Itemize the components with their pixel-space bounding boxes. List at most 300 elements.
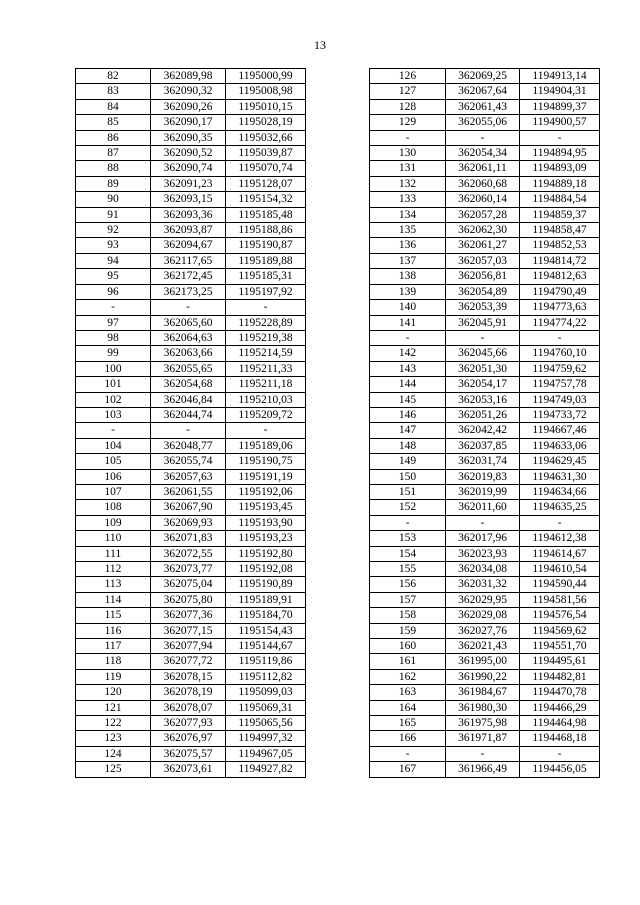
y-coordinate-cell: 1194749,03 xyxy=(520,392,600,407)
x-coordinate-cell: 362031,32 xyxy=(446,577,520,592)
x-coordinate-cell: 362062,30 xyxy=(446,223,520,238)
table-row xyxy=(370,515,600,530)
y-coordinate-cell: 1194456,05 xyxy=(520,762,600,777)
y-coordinate-cell: 1194904,31 xyxy=(520,84,600,99)
y-coordinate-cell: 1194900,57 xyxy=(520,115,600,130)
x-coordinate-cell: 362029,95 xyxy=(446,592,520,607)
table-row xyxy=(370,654,600,669)
y-coordinate-cell: 1194468,18 xyxy=(520,731,600,746)
x-coordinate-cell: 362075,04 xyxy=(151,577,226,592)
y-coordinate-cell: 1195188,86 xyxy=(226,223,306,238)
point-number-cell: 142 xyxy=(370,346,446,361)
table-row xyxy=(76,592,306,607)
y-coordinate-cell: 1195189,91 xyxy=(226,592,306,607)
x-coordinate-cell: 362051,26 xyxy=(446,407,520,422)
table-row xyxy=(76,361,306,376)
point-number-cell: - xyxy=(370,330,446,345)
y-coordinate-cell: 1195154,32 xyxy=(226,192,306,207)
x-coordinate-cell: 361995,00 xyxy=(446,654,520,669)
x-coordinate-cell: 362055,06 xyxy=(446,115,520,130)
y-coordinate-cell: 1194760,10 xyxy=(520,346,600,361)
x-coordinate-cell: 362077,15 xyxy=(151,623,226,638)
point-number-cell: 94 xyxy=(76,253,151,268)
y-coordinate-cell: 1195189,06 xyxy=(226,438,306,453)
table-row xyxy=(76,407,306,422)
table-row xyxy=(76,469,306,484)
y-coordinate-cell: 1194773,63 xyxy=(520,300,600,315)
point-number-cell: 151 xyxy=(370,484,446,499)
y-coordinate-cell: 1195197,92 xyxy=(226,284,306,299)
point-number-cell: 103 xyxy=(76,407,151,422)
table-row xyxy=(76,639,306,654)
x-coordinate-cell: 362054,17 xyxy=(446,377,520,392)
x-coordinate-cell: 362055,74 xyxy=(151,454,226,469)
table-row xyxy=(370,377,600,392)
point-number-cell: 148 xyxy=(370,438,446,453)
table-row xyxy=(370,469,600,484)
y-coordinate-cell: 1194470,78 xyxy=(520,685,600,700)
point-number-cell: 91 xyxy=(76,207,151,222)
x-coordinate-cell: 362037,85 xyxy=(446,438,520,453)
table-row xyxy=(370,762,600,777)
x-coordinate-cell: 362019,83 xyxy=(446,469,520,484)
x-coordinate-cell: 362078,19 xyxy=(151,685,226,700)
y-coordinate-cell: 1194464,98 xyxy=(520,716,600,731)
table-row xyxy=(76,423,306,438)
x-coordinate-cell: 362061,43 xyxy=(446,99,520,114)
table-row xyxy=(370,130,600,145)
x-coordinate-cell: 362051,30 xyxy=(446,361,520,376)
point-number-cell: 164 xyxy=(370,700,446,715)
y-coordinate-cell: 1194858,47 xyxy=(520,223,600,238)
table-row xyxy=(370,361,600,376)
y-coordinate-cell: 1195193,23 xyxy=(226,531,306,546)
point-number-cell: 167 xyxy=(370,762,446,777)
x-coordinate-cell: 362017,96 xyxy=(446,531,520,546)
x-coordinate-cell: - xyxy=(446,746,520,761)
table-row xyxy=(76,762,306,777)
point-number-cell: 116 xyxy=(76,623,151,638)
table-row xyxy=(370,84,600,99)
point-number-cell: 93 xyxy=(76,238,151,253)
table-row xyxy=(370,546,600,561)
x-coordinate-cell: 361975,98 xyxy=(446,716,520,731)
y-coordinate-cell: 1195193,45 xyxy=(226,500,306,515)
point-number-cell: 89 xyxy=(76,176,151,191)
y-coordinate-cell: 1194634,66 xyxy=(520,484,600,499)
table-row xyxy=(76,608,306,623)
x-coordinate-cell: 362093,36 xyxy=(151,207,226,222)
x-coordinate-cell: 362090,17 xyxy=(151,115,226,130)
y-coordinate-cell: 1195000,99 xyxy=(226,69,306,84)
x-coordinate-cell: - xyxy=(446,515,520,530)
x-coordinate-cell: 362046,84 xyxy=(151,392,226,407)
point-number-cell: 131 xyxy=(370,161,446,176)
y-coordinate-cell: 1194612,38 xyxy=(520,531,600,546)
point-number-cell: 143 xyxy=(370,361,446,376)
x-coordinate-cell: 362054,34 xyxy=(446,146,520,161)
y-coordinate-cell: 1194576,54 xyxy=(520,608,600,623)
point-number-cell: 139 xyxy=(370,284,446,299)
x-coordinate-cell: 362067,64 xyxy=(446,84,520,99)
y-coordinate-cell: 1194482,81 xyxy=(520,669,600,684)
x-coordinate-cell: 361984,67 xyxy=(446,685,520,700)
point-number-cell: 86 xyxy=(76,130,151,145)
y-coordinate-cell: 1195184,70 xyxy=(226,608,306,623)
table-row xyxy=(76,515,306,530)
x-coordinate-cell: 362073,61 xyxy=(151,762,226,777)
table-row xyxy=(370,608,600,623)
point-number-cell: 161 xyxy=(370,654,446,669)
table-row xyxy=(370,330,600,345)
table-row xyxy=(370,284,600,299)
point-number-cell: 163 xyxy=(370,685,446,700)
coordinates-table-left xyxy=(75,68,306,778)
y-coordinate-cell: - xyxy=(520,746,600,761)
x-coordinate-cell: 362053,16 xyxy=(446,392,520,407)
point-number-cell: 138 xyxy=(370,269,446,284)
x-coordinate-cell: 362071,83 xyxy=(151,531,226,546)
table-row xyxy=(76,284,306,299)
table-row xyxy=(76,685,306,700)
x-coordinate-cell: 361990,22 xyxy=(446,669,520,684)
point-number-cell: - xyxy=(370,515,446,530)
x-coordinate-cell: 362056,81 xyxy=(446,269,520,284)
x-coordinate-cell: 362029,08 xyxy=(446,608,520,623)
point-number-cell: 141 xyxy=(370,315,446,330)
y-coordinate-cell: 1195191,19 xyxy=(226,469,306,484)
table-row xyxy=(76,500,306,515)
x-coordinate-cell: 362075,80 xyxy=(151,592,226,607)
table-row xyxy=(370,238,600,253)
y-coordinate-cell: 1194852,53 xyxy=(520,238,600,253)
table-row xyxy=(370,176,600,191)
x-coordinate-cell: 362065,60 xyxy=(151,315,226,330)
y-coordinate-cell: - xyxy=(520,330,600,345)
x-coordinate-cell: 362057,28 xyxy=(446,207,520,222)
x-coordinate-cell: 362094,67 xyxy=(151,238,226,253)
point-number-cell: 98 xyxy=(76,330,151,345)
y-coordinate-cell: 1195070,74 xyxy=(226,161,306,176)
point-number-cell: 97 xyxy=(76,315,151,330)
table-row xyxy=(370,531,600,546)
table-row xyxy=(370,746,600,761)
y-coordinate-cell: - xyxy=(226,300,306,315)
table-row xyxy=(76,207,306,222)
point-number-cell: 102 xyxy=(76,392,151,407)
x-coordinate-cell: 362089,98 xyxy=(151,69,226,84)
table-row xyxy=(370,685,600,700)
x-coordinate-cell: 362060,68 xyxy=(446,176,520,191)
x-coordinate-cell: - xyxy=(151,300,226,315)
point-number-cell: 149 xyxy=(370,454,446,469)
point-number-cell: 158 xyxy=(370,608,446,623)
x-coordinate-cell: 362044,74 xyxy=(151,407,226,422)
x-coordinate-cell: 362057,63 xyxy=(151,469,226,484)
point-number-cell: 87 xyxy=(76,146,151,161)
x-coordinate-cell: 362045,66 xyxy=(446,346,520,361)
x-coordinate-cell: 362042,42 xyxy=(446,423,520,438)
y-coordinate-cell: 1195069,31 xyxy=(226,700,306,715)
x-coordinate-cell: 361980,30 xyxy=(446,700,520,715)
x-coordinate-cell: 362075,57 xyxy=(151,746,226,761)
y-coordinate-cell: 1195010,15 xyxy=(226,99,306,114)
table-row xyxy=(76,669,306,684)
x-coordinate-cell: 362090,35 xyxy=(151,130,226,145)
table-row xyxy=(370,423,600,438)
x-coordinate-cell: 362173,25 xyxy=(151,284,226,299)
table-row xyxy=(76,253,306,268)
x-coordinate-cell: 362021,43 xyxy=(446,639,520,654)
y-coordinate-cell: 1194633,06 xyxy=(520,438,600,453)
table-row xyxy=(76,330,306,345)
point-number-cell: 85 xyxy=(76,115,151,130)
x-coordinate-cell: 362093,15 xyxy=(151,192,226,207)
table-row xyxy=(370,438,600,453)
y-coordinate-cell: 1194859,37 xyxy=(520,207,600,222)
point-number-cell: 155 xyxy=(370,562,446,577)
y-coordinate-cell: 1195028,19 xyxy=(226,115,306,130)
y-coordinate-cell: 1195211,33 xyxy=(226,361,306,376)
table-row xyxy=(370,392,600,407)
point-number-cell: 150 xyxy=(370,469,446,484)
y-coordinate-cell: 1194614,67 xyxy=(520,546,600,561)
point-number-cell: 128 xyxy=(370,99,446,114)
table-row xyxy=(76,146,306,161)
table-row xyxy=(370,623,600,638)
point-number-cell: 95 xyxy=(76,269,151,284)
y-coordinate-cell: 1194466,29 xyxy=(520,700,600,715)
table-row xyxy=(370,192,600,207)
x-coordinate-cell: 362090,26 xyxy=(151,99,226,114)
point-number-cell: 152 xyxy=(370,500,446,515)
point-number-cell: 121 xyxy=(76,700,151,715)
table-row xyxy=(370,300,600,315)
y-coordinate-cell: 1194997,32 xyxy=(226,731,306,746)
y-coordinate-cell: 1195154,43 xyxy=(226,623,306,638)
x-coordinate-cell: 362077,93 xyxy=(151,716,226,731)
x-coordinate-cell: 362061,11 xyxy=(446,161,520,176)
point-number-cell: 104 xyxy=(76,438,151,453)
y-coordinate-cell: 1194635,25 xyxy=(520,500,600,515)
point-number-cell: 166 xyxy=(370,731,446,746)
y-coordinate-cell: 1194967,05 xyxy=(226,746,306,761)
y-coordinate-cell: 1195193,90 xyxy=(226,515,306,530)
x-coordinate-cell: 362069,25 xyxy=(446,69,520,84)
x-coordinate-cell: 361971,87 xyxy=(446,731,520,746)
y-coordinate-cell: 1194495,61 xyxy=(520,654,600,669)
x-coordinate-cell: 362093,87 xyxy=(151,223,226,238)
point-number-cell: 115 xyxy=(76,608,151,623)
y-coordinate-cell: 1194894,95 xyxy=(520,146,600,161)
table-row xyxy=(76,130,306,145)
x-coordinate-cell: 362045,91 xyxy=(446,315,520,330)
table-row xyxy=(370,562,600,577)
point-number-cell: 122 xyxy=(76,716,151,731)
table-row xyxy=(76,454,306,469)
x-coordinate-cell: 362077,94 xyxy=(151,639,226,654)
x-coordinate-cell: 362031,74 xyxy=(446,454,520,469)
x-coordinate-cell: 362117,65 xyxy=(151,253,226,268)
y-coordinate-cell: 1194774,22 xyxy=(520,315,600,330)
table-row xyxy=(76,546,306,561)
y-coordinate-cell: 1195209,72 xyxy=(226,407,306,422)
point-number-cell: 118 xyxy=(76,654,151,669)
point-number-cell: 126 xyxy=(370,69,446,84)
point-number-cell: 125 xyxy=(76,762,151,777)
point-number-cell: 154 xyxy=(370,546,446,561)
point-number-cell: 129 xyxy=(370,115,446,130)
point-number-cell: 146 xyxy=(370,407,446,422)
table-row xyxy=(76,377,306,392)
y-coordinate-cell: 1194812,63 xyxy=(520,269,600,284)
x-coordinate-cell: 362011,60 xyxy=(446,500,520,515)
point-number-cell: 120 xyxy=(76,685,151,700)
point-number-cell: - xyxy=(370,130,446,145)
table-row xyxy=(370,207,600,222)
y-coordinate-cell: 1194629,45 xyxy=(520,454,600,469)
x-coordinate-cell: 362073,77 xyxy=(151,562,226,577)
x-coordinate-cell: 362023,93 xyxy=(446,546,520,561)
table-row xyxy=(370,69,600,84)
x-coordinate-cell: 362054,68 xyxy=(151,377,226,392)
point-number-cell: 162 xyxy=(370,669,446,684)
table-row xyxy=(370,592,600,607)
y-coordinate-cell: - xyxy=(226,423,306,438)
table-row xyxy=(76,346,306,361)
x-coordinate-cell: 362091,23 xyxy=(151,176,226,191)
y-coordinate-cell: 1195192,08 xyxy=(226,562,306,577)
point-number-cell: 83 xyxy=(76,84,151,99)
page-number: 13 xyxy=(314,38,326,52)
x-coordinate-cell: 362090,32 xyxy=(151,84,226,99)
point-number-cell: 153 xyxy=(370,531,446,546)
x-coordinate-cell: 362027,76 xyxy=(446,623,520,638)
y-coordinate-cell: 1195099,03 xyxy=(226,685,306,700)
y-coordinate-cell: 1195210,03 xyxy=(226,392,306,407)
x-coordinate-cell: 362060,14 xyxy=(446,192,520,207)
table-row xyxy=(370,346,600,361)
y-coordinate-cell: 1194569,62 xyxy=(520,623,600,638)
table-row xyxy=(76,315,306,330)
y-coordinate-cell: 1194927,82 xyxy=(226,762,306,777)
point-number-cell: 123 xyxy=(76,731,151,746)
x-coordinate-cell: 362048,77 xyxy=(151,438,226,453)
x-coordinate-cell: 362090,74 xyxy=(151,161,226,176)
y-coordinate-cell: 1195039,87 xyxy=(226,146,306,161)
x-coordinate-cell: 362064,63 xyxy=(151,330,226,345)
y-coordinate-cell: 1195185,31 xyxy=(226,269,306,284)
table-row xyxy=(76,161,306,176)
y-coordinate-cell: 1194899,37 xyxy=(520,99,600,114)
table-row xyxy=(76,623,306,638)
point-number-cell: - xyxy=(370,746,446,761)
point-number-cell: 140 xyxy=(370,300,446,315)
table-row xyxy=(370,146,600,161)
table-row xyxy=(76,300,306,315)
x-coordinate-cell: 362078,07 xyxy=(151,700,226,715)
point-number-cell: 96 xyxy=(76,284,151,299)
x-coordinate-cell: 362055,65 xyxy=(151,361,226,376)
point-number-cell: 144 xyxy=(370,377,446,392)
y-coordinate-cell: 1195119,86 xyxy=(226,654,306,669)
table-row xyxy=(76,746,306,761)
point-number-cell: 127 xyxy=(370,84,446,99)
y-coordinate-cell: - xyxy=(520,130,600,145)
point-number-cell: 145 xyxy=(370,392,446,407)
point-number-cell: 101 xyxy=(76,377,151,392)
y-coordinate-cell: 1194790,49 xyxy=(520,284,600,299)
point-number-cell: 132 xyxy=(370,176,446,191)
point-number-cell: 134 xyxy=(370,207,446,222)
x-coordinate-cell: 362090,52 xyxy=(151,146,226,161)
x-coordinate-cell: 362053,39 xyxy=(446,300,520,315)
table-row xyxy=(370,115,600,130)
y-coordinate-cell: 1195190,75 xyxy=(226,454,306,469)
y-coordinate-cell: 1195219,38 xyxy=(226,330,306,345)
y-coordinate-cell: 1195211,18 xyxy=(226,377,306,392)
table-row xyxy=(370,577,600,592)
y-coordinate-cell: 1194814,72 xyxy=(520,253,600,268)
point-number-cell: 157 xyxy=(370,592,446,607)
x-coordinate-cell: 362072,55 xyxy=(151,546,226,561)
point-number-cell: 92 xyxy=(76,223,151,238)
y-coordinate-cell: 1195112,82 xyxy=(226,669,306,684)
point-number-cell: 99 xyxy=(76,346,151,361)
table-row xyxy=(76,84,306,99)
point-number-cell: 113 xyxy=(76,577,151,592)
y-coordinate-cell: 1194610,54 xyxy=(520,562,600,577)
point-number-cell: 117 xyxy=(76,639,151,654)
point-number-cell: 110 xyxy=(76,531,151,546)
table-row xyxy=(370,716,600,731)
table-row xyxy=(76,392,306,407)
point-number-cell: 136 xyxy=(370,238,446,253)
point-number-cell: 147 xyxy=(370,423,446,438)
table-row xyxy=(370,669,600,684)
point-number-cell: - xyxy=(76,300,151,315)
table-row xyxy=(370,253,600,268)
y-coordinate-cell: 1195008,98 xyxy=(226,84,306,99)
table-row xyxy=(76,716,306,731)
y-coordinate-cell: 1194631,30 xyxy=(520,469,600,484)
point-number-cell: 114 xyxy=(76,592,151,607)
table-row xyxy=(370,315,600,330)
table-row xyxy=(76,176,306,191)
y-coordinate-cell: 1194757,78 xyxy=(520,377,600,392)
point-number-cell: 88 xyxy=(76,161,151,176)
coordinates-table-right xyxy=(369,68,600,778)
table-row xyxy=(76,238,306,253)
table-row xyxy=(76,562,306,577)
x-coordinate-cell: 362057,03 xyxy=(446,253,520,268)
y-coordinate-cell: 1195128,07 xyxy=(226,176,306,191)
y-coordinate-cell: 1195190,87 xyxy=(226,238,306,253)
point-number-cell: 137 xyxy=(370,253,446,268)
x-coordinate-cell: 362067,90 xyxy=(151,500,226,515)
point-number-cell: 124 xyxy=(76,746,151,761)
y-coordinate-cell: 1194759,62 xyxy=(520,361,600,376)
y-coordinate-cell: 1195189,88 xyxy=(226,253,306,268)
y-coordinate-cell: 1195065,56 xyxy=(226,716,306,731)
point-number-cell: 90 xyxy=(76,192,151,207)
table-row xyxy=(76,99,306,114)
table-row xyxy=(76,577,306,592)
table-row xyxy=(370,99,600,114)
point-number-cell: 84 xyxy=(76,99,151,114)
table-row xyxy=(370,639,600,654)
point-number-cell: 133 xyxy=(370,192,446,207)
